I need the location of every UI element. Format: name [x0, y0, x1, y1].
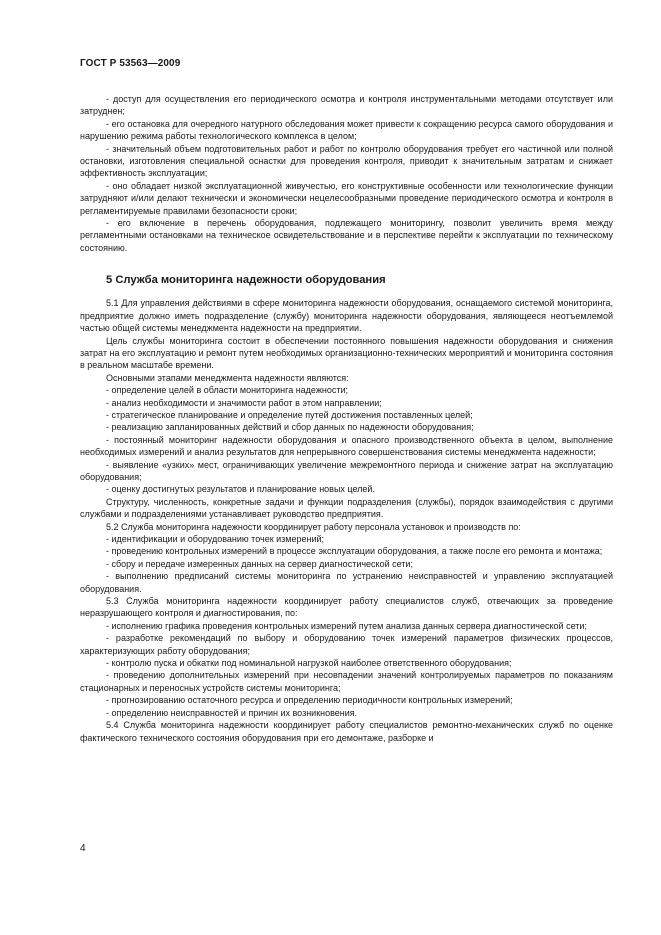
section-title: 5 Служба мониторинга надежности оборудования	[106, 274, 386, 287]
document-body	[80, 93, 613, 744]
paragraph: 5.4 Служба мониторинга надежности координирует работу специалистов ремонтно-механических служб по оценке фактического технического состояния оборудования при его демонтаже, разборке и	[80, 720, 613, 743]
list-item: - определению неисправностей и причин их возникновения.	[106, 707, 358, 718]
list-item: - контролю пуска и обкатки под номинальной нагрузкой наиболее ответственного оборудования;	[106, 658, 512, 669]
list-item: - проведению контрольных измерений в процессе эксплуатации оборудования, а также после его ремонта и монтажа;	[106, 546, 603, 557]
list-item: - сбору и передаче измеренных данных на сервер диагностической сети;	[106, 558, 413, 569]
paragraph: 5.3 Служба мониторинга надежности координирует работу специалистов служб, отвечающих за проведение неразрушающего контроля и диагностирования, по:	[80, 596, 613, 619]
list-item: - доступ для осуществления его периодического осмотра и контроля инструментальными методами отсутствует или затруднен;	[80, 94, 613, 117]
list-item: - выявление «узких» мест, ограничивающих увеличение межремонтного периода и снижение затрат на эксплуатацию оборудования;	[80, 459, 613, 482]
paragraph: Структуру, численность, конкретные задачи и функции подразделения (службы), порядок взаимодействия с другими службами и подразделениями устанавливает руководство предприятия.	[80, 496, 613, 520]
list-item: - оно обладает низкой эксплуатационной живучестью, его конструктивные особенности или технологические функции затрудняют и/или делают технически и экономически нецелесообразными проведение периодического осмотра и контроля в регламентируемые правилами безопасности сроки;	[80, 180, 613, 216]
paragraph: 5.2 Служба мониторинга надежности координирует работу персонала установок и производств по:	[106, 521, 521, 532]
list-item: - стратегическое планирование и определение путей достижения поставленных целей;	[106, 409, 473, 420]
list-item: - идентификации и оборудованию точек измерений;	[106, 534, 325, 544]
list-item: - оценку достигнутых результатов и планирование новых целей.	[106, 484, 375, 495]
standard-header: ГОСТ Р 53563—2009	[80, 58, 181, 69]
page-number: 4	[80, 843, 86, 854]
list-item: - разработке рекомендаций по выбору и оборудованию точек измерений параметров физических процессов, характеризующих работу оборудования;	[80, 633, 613, 656]
list-item: - реализацию запланированных действий и сбор данных по надежности оборудования;	[106, 422, 474, 433]
paragraph: 5.1 Для управления действиями в сфере мониторинга надежности оборудования, оснащаемого системой мониторинга, предприятие должно иметь подразделение (службу) мониторинга надежности оборудования, являющееся неотъемлемой частью общей системы менеджмента надежности на предприятии.	[80, 298, 613, 334]
list-item: - его включение в перечень оборудования, подлежащего мониторингу, позволит увеличить время между регламентными остановками на техническое освидетельствование и в перспективе перейти к эксплуатации по техническому состоянию.	[80, 218, 613, 253]
list-item: - постоянный мониторинг надежности оборудования и опасного производственного объекта в целом, выполнение необходимых измерений и анализ результатов для непрерывного совершенствования системы менеджмента надежности;	[80, 434, 613, 458]
list-item: - анализ необходимости и значимости работ в этом направлении;	[106, 397, 382, 408]
list-item: - выполнению предписаний системы мониторинга по устранению неисправностей и управлению эксплуатацией оборудования.	[80, 571, 613, 594]
paragraph: Основными этапами менеджмента надежности являются:	[106, 372, 349, 383]
list-item: - значительный объем подготовительных работ и работ по контролю оборудования требует его частичной или полной остановки, изготовления специальной оснастки для проведения контроля, приводит к значительным затратам и снижает эффективность эксплуатации;	[80, 143, 613, 179]
list-item: - его остановка для очередного натурного обследования может привести к сокращению ресурса самого оборудования и нарушению режима работы технологического комплекса в целом;	[80, 118, 613, 142]
list-item: - прогнозированию остаточного ресурса и определению периодичности контрольных измерений;	[106, 695, 513, 706]
list-item: - определение целей в области мониторинга надежности;	[106, 385, 348, 396]
list-item: - проведению дополнительных измерений при несовпадении значений контролируемых параметров по показаниям стационарных и переносных устройств системы мониторинга;	[80, 670, 613, 693]
list-item: - исполнению графика проведения контрольных измерений путем анализа данных сервера диагностической сети;	[106, 620, 587, 631]
paragraph: Цель службы мониторинга состоит в обеспечении постоянного повышения надежности оборудования и снижения затрат на его эксплуатацию и ремонт путем необходимых организационно-технических мероприятий и мониторинга состояния в реальном масштабе времени.	[80, 335, 613, 371]
